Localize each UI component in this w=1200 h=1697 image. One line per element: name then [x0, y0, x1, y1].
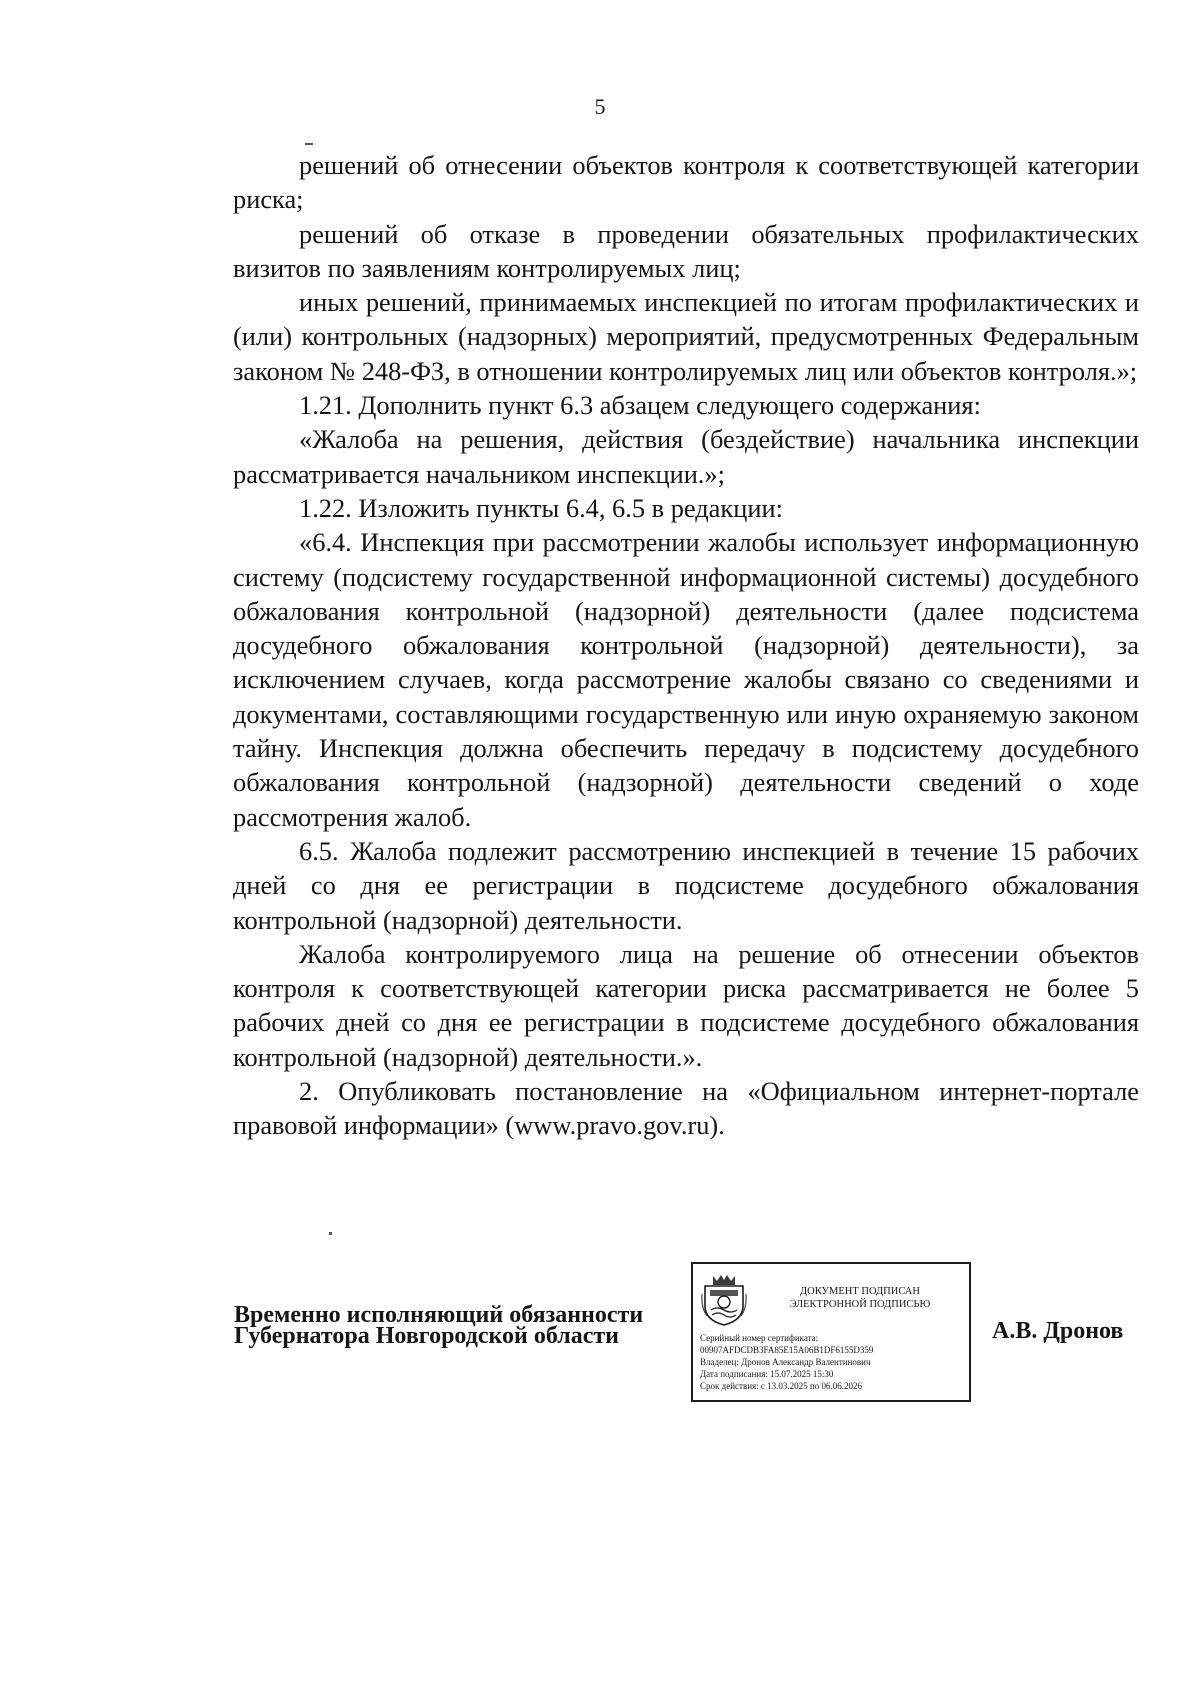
paragraph: решений об отнесении объектов контроля к соответствующей категории риска; [233, 150, 1139, 215]
stamp-serial-label: Серийный номер сертификата: [700, 1333, 819, 1343]
signer-name: А.В. Дронов [992, 1318, 1124, 1344]
stamp-serial: 00907AFDCDB3FA85E15A06B1DF6155D359 [700, 1345, 874, 1355]
stamp-signed-date: Дата подписания: 15.07.2025 15:30 [700, 1369, 834, 1379]
paragraph: 1.21. Дополнить пункт 6.3 абзацем следующего содержания: [299, 390, 981, 421]
paragraph: Жалоба контролируемого лица на решение об отнесении объектов контроля к соответствующей категории риска рассматривается не более 5 рабочих дней со дня ее регистрации в подсистеме досудебного обжалования контрольной (надзорной) деятельности.». [233, 938, 1139, 1072]
stamp-header-line: ДОКУМЕНТ ПОДПИСАН [800, 1286, 920, 1297]
document-body [233, 148, 1139, 1143]
paragraph: «Жалоба на решения, действия (бездействие) начальника инспекции рассматривается начальником инспекции.»; [233, 424, 1139, 489]
scan-artifact [305, 143, 313, 145]
novgorod-coat-of-arms-icon [701, 1272, 747, 1326]
scan-artifact [329, 1232, 332, 1235]
signer-title [234, 1302, 644, 1349]
paragraph: 1.22. Изложить пункты 6.4, 6.5 в редакции: [299, 492, 783, 523]
stamp-header-line: ЭЛЕКТРОННОЙ ПОДПИСЬЮ [789, 1299, 931, 1310]
stamp-header [755, 1285, 965, 1311]
signer-title-line: Временно исполняющий обязанности [234, 1302, 644, 1328]
signer-title-line: Губернатора Новгородской области [234, 1323, 620, 1349]
paragraph: «6.4. Инспекция при рассмотрении жалобы использует информационную систему (подсистему государственной информационной системы) досудебного обжалования контрольной (надзорной) деятельности (далее подсистема досудебного обжалования контрольной (надзорной) деятельности), за исключением случаев, когда рассмотрение жалобы связано со сведениями и документами, составляющими государственную или иную охраняемую законом тайну. Инспекция должна обеспечить передачу в подсистему досудебного обжалования контрольной (надзорной) деятельности сведений о ходе рассмотрения жалоб. [233, 527, 1139, 832]
paragraph: иных решений, принимаемых инспекцией по итогам профилактических и (или) контрольных (надзорных) мероприятий, предусмотренных Федеральным законом № 248-ФЗ, в отношении контролируемых лиц или объектов контроля.»; [233, 287, 1139, 386]
paragraph: решений об отказе в проведении обязательных профилактических визитов по заявлениям контролируемых лиц; [233, 218, 1139, 283]
page-number: 5 [594, 94, 606, 119]
stamp-owner: Владелец: Дронов Александр Валентинович [700, 1357, 871, 1367]
paragraph: 6.5. Жалоба подлежит рассмотрению инспекцией в течение 15 рабочих дней со дня ее регистрации в подсистеме досудебного обжалования контрольной (надзорной) деятельности. [233, 835, 1139, 935]
paragraph: 2. Опубликовать постановление на «Официальном интернет-портале правовой информации» (www.pravo.gov.ru). [233, 1076, 1139, 1141]
electronic-signature-stamp [691, 1262, 971, 1402]
stamp-details [700, 1332, 966, 1392]
stamp-validity: Срок действия: с 13.03.2025 по 06.06.2026 [700, 1381, 862, 1391]
